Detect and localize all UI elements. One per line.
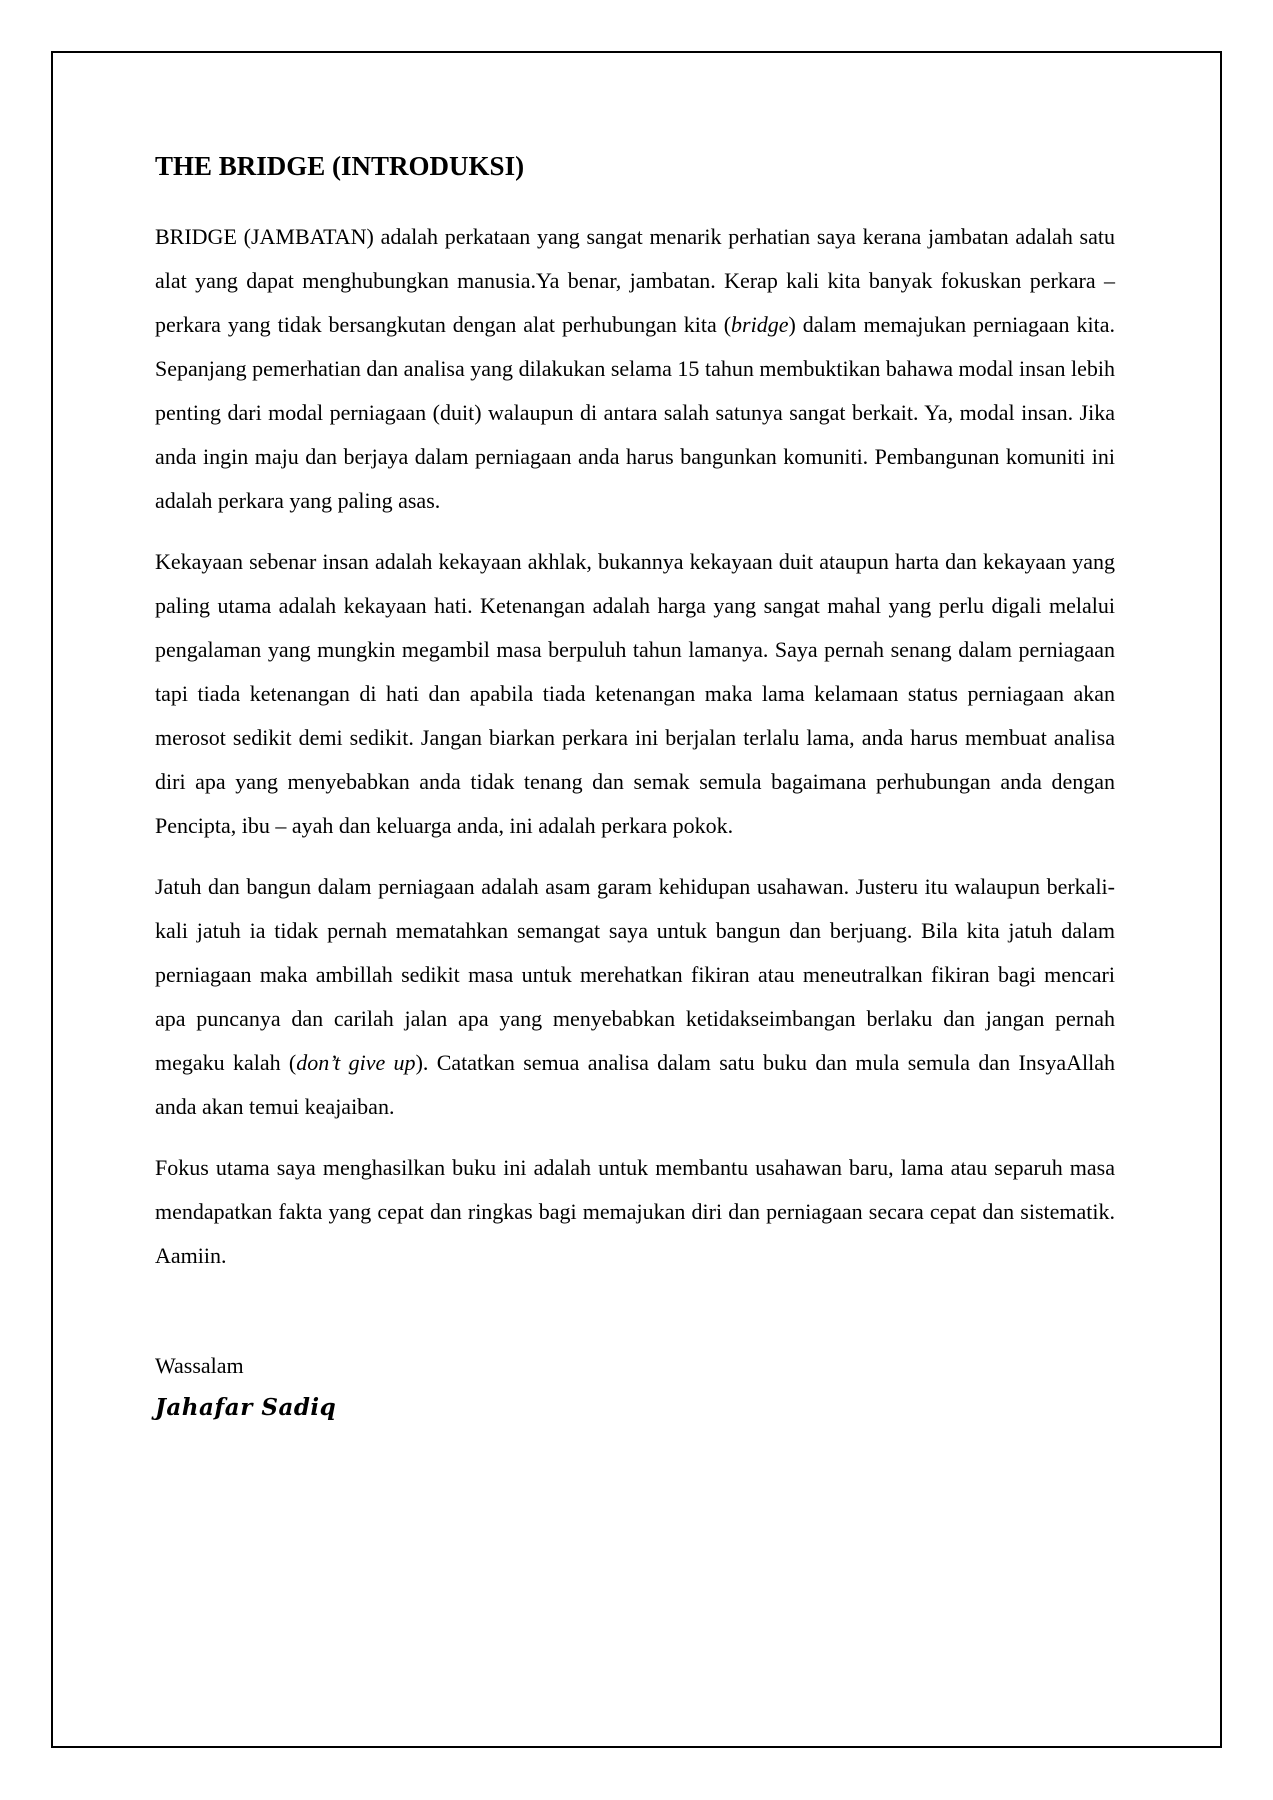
paragraph-1 — [155, 215, 1115, 523]
document-body — [155, 150, 1115, 1428]
document-title: THE BRIDGE (INTRODUKSI) — [155, 151, 525, 181]
paragraph-3-italic-term: don’t give up — [296, 1050, 416, 1076]
paragraph-2: Kekayaan sebenar insan adalah kekayaan akhlak, bukannya kekayaan duit ataupun harta dan kekayaan yang paling utama adalah kekayaan hati. Ketenangan adalah harga yang sangat mahal yang perlu digali melalui pengalaman yang mungkin megambil masa berpuluh tahun lamanya. Saya pernah senang dalam perniagaan tapi tiada ketenangan di hati dan apabila tiada ketenangan maka lama kelamaan status perniagaan akan merosot sedikit demi sedikit. Jangan biarkan perkara ini berjalan terlalu lama, anda harus membuat analisa diri apa yang menyebabkan anda tidak tenang dan semak semula bagaimana perhubungan anda dengan Pencipta, ibu – ayah dan keluarga anda, ini adalah perkara pokok. — [155, 549, 1115, 839]
paragraph-3-text-b: ). Catatkan semua analisa dalam satu buku dan mula semula dan InsyaAllah anda akan temui keajaiban. — [155, 1050, 1115, 1120]
paragraph-1-text-b: ) dalam memajukan perniagaan kita. Sepanjang pemerhatian dan analisa yang dilakukan selama 15 tahun membuktikan bahawa modal insan lebih penting dari modal perniagaan (duit) walaupun di antara salah satunya sangat berkait. Ya, modal insan. Jika anda ingin maju dan berjaya dalam perniagaan anda harus bangunkan komuniti. Pembangunan komuniti ini adalah perkara yang paling asas. — [155, 312, 1115, 514]
paragraph-4: Fokus utama saya menghasilkan buku ini adalah untuk membantu usahawan baru, lama atau separuh masa mendapatkan fakta yang cepat dan ringkas bagi memajukan diri dan perniagaan secara cepat dan sistematik. Aamiin. — [155, 1155, 1115, 1269]
paragraph-3 — [155, 865, 1115, 1129]
paragraph-1-text-a: BRIDGE (JAMBATAN) adalah perkataan yang sangat menarik perhatian saya kerana jambatan adalah satu alat yang dapat menghubungkan manusia.Ya benar, jambatan. Kerap kali kita banyak fokuskan perkara – perkara yang tidak bersangkutan dengan alat perhubungan kita ( — [155, 224, 1115, 338]
paragraph-3-text-a: Jatuh dan bangun dalam perniagaan adalah asam garam kehidupan usahawan. Justeru itu walaupun berkali-kali jatuh ia tidak pernah mematahkan semangat saya untuk bangun dan berjuang. Bila kita jatuh dalam perniagaan maka ambillah sedikit masa untuk merehatkan fikiran atau meneutralkan fikiran bagi mencari apa puncanya dan carilah jalan apa yang menyebabkan ketidakseimbangan berlaku dan jangan pernah megaku kalah ( — [155, 874, 1115, 1076]
author-signature: Jahafar Sadiq — [155, 1394, 337, 1422]
closing-salutation: Wassalam — [155, 1353, 244, 1379]
paragraph-1-italic-term: bridge — [731, 312, 789, 338]
